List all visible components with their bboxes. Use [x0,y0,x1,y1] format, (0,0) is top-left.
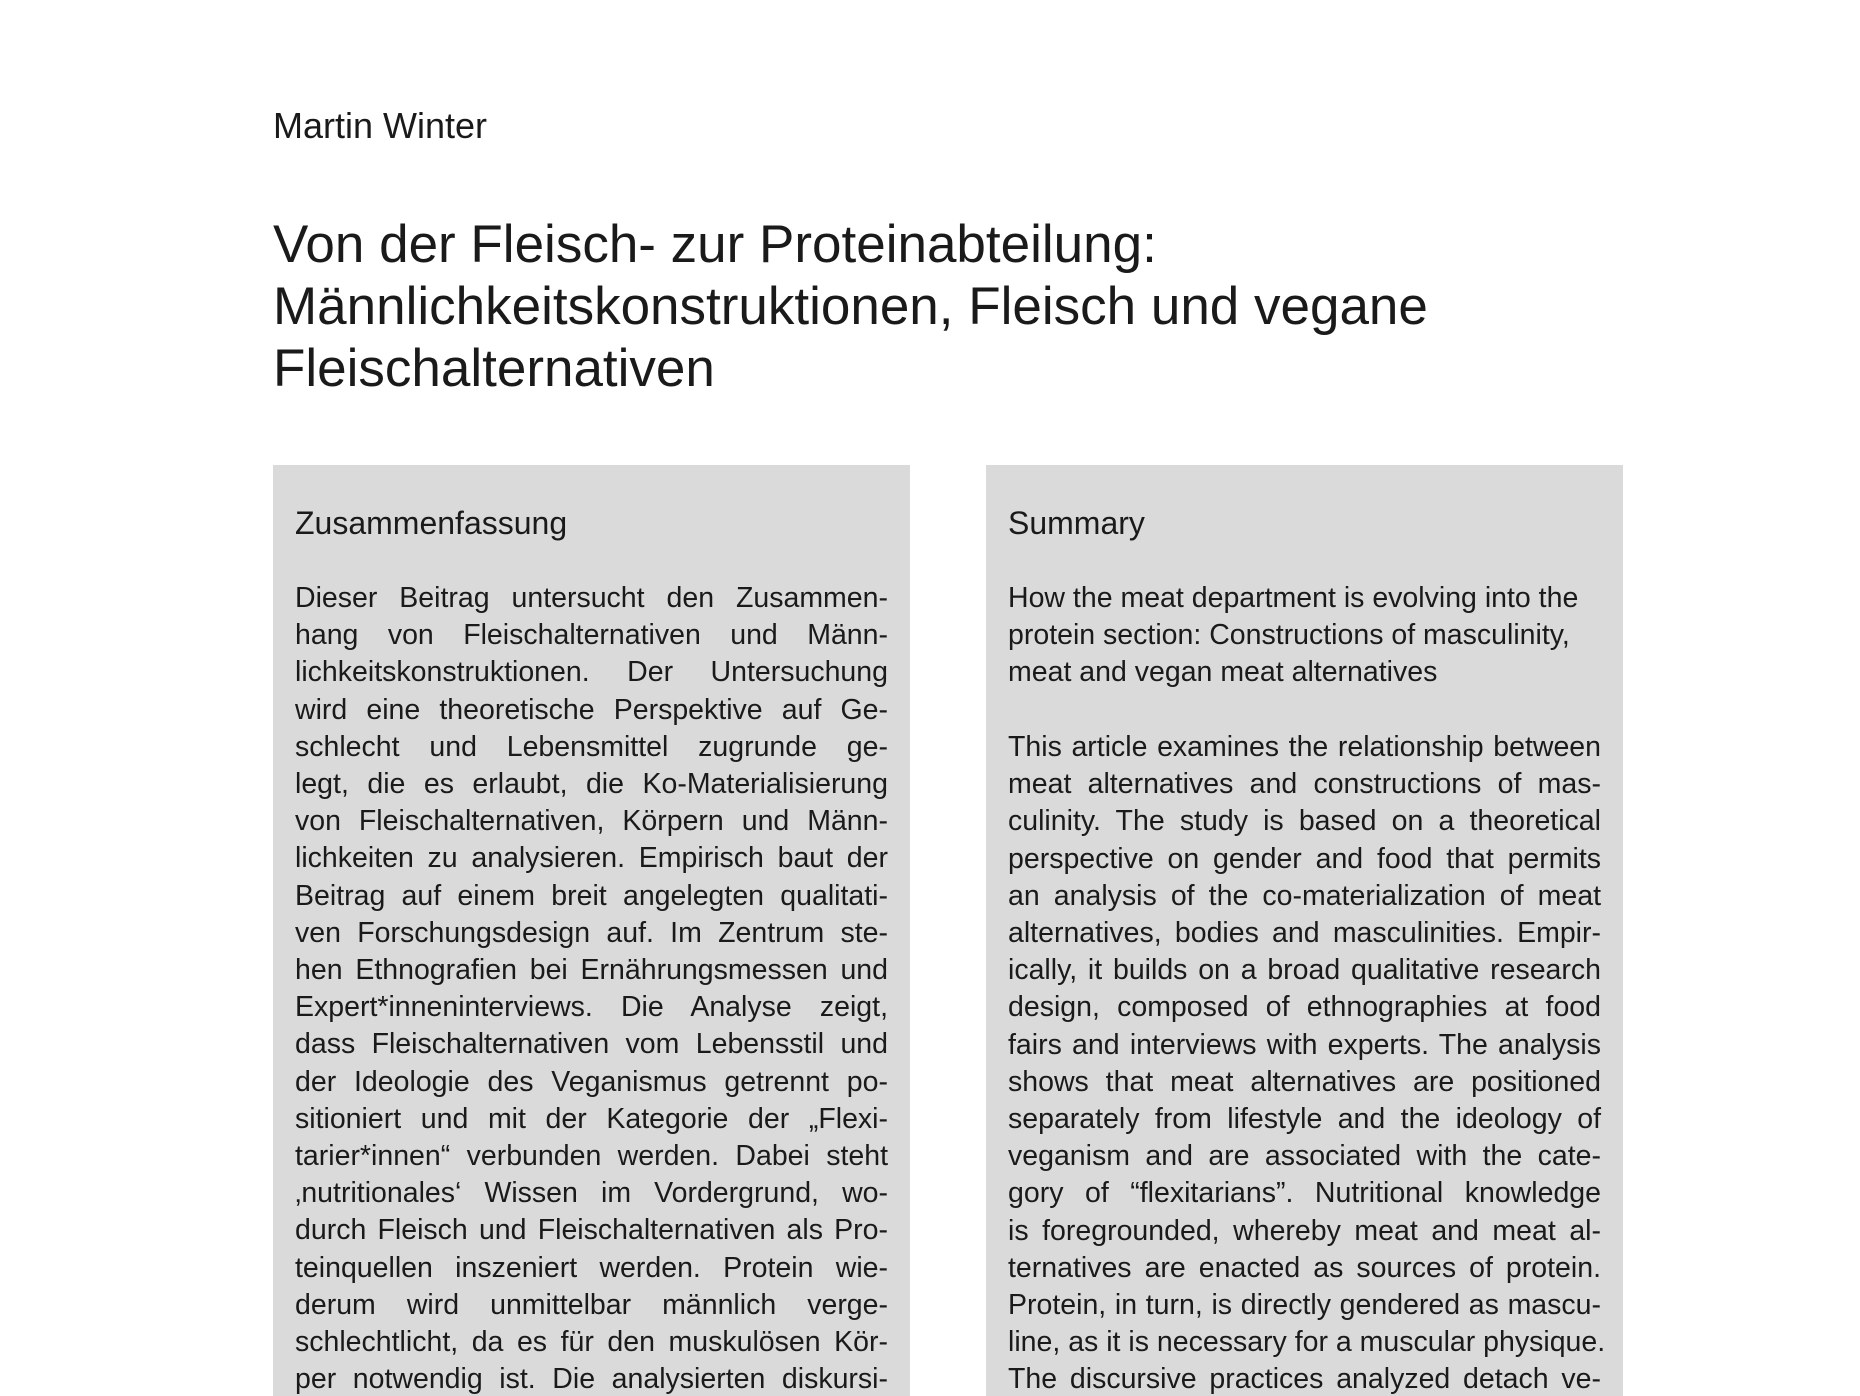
abstract-english-heading: Summary [1008,505,1145,541]
text-line: Protein, in turn, is directly gendered as mascu- [1008,1289,1601,1322]
abstract-german-text [295,580,888,1396]
title-line: Von der Fleisch- zur Proteinabteilung: [273,215,1157,274]
text-line: perspective on gender and food that permits [1008,842,1601,875]
text-line: teinquellen inszeniert werden. Protein wie- [295,1251,888,1284]
subtitle-line: How the meat department is evolving into the [1008,582,1579,614]
text-line: tarier*innen“ verbunden werden. Dabei steht [295,1140,888,1173]
text-line: ically, it builds on a broad qualitative research [1008,954,1601,987]
text-line: per notwendig ist. Die analysierten diskursi- [295,1363,888,1396]
text-line: This article examines the relationship between [1008,731,1601,763]
text-line: design, composed of ethnographies at food [1008,991,1601,1024]
abstract-german-box [273,465,910,1396]
text-line: hang von Fleischalternativen und Männ- [295,619,888,652]
english-title-translation [1008,580,1601,692]
text-line: fairs and interviews with experts. The analysis [1008,1028,1601,1061]
text-line: Expert*inneninterviews. Die Analyse zeigt, [295,991,888,1024]
text-line: culinity. The study is based on a theoretical [1008,805,1601,838]
text-line: von Fleischalternativen, Körpern und Männ- [295,805,888,838]
text-line: separately from lifestyle and the ideology of [1008,1103,1601,1136]
text-line: Dieser Beitrag untersucht den Zusammen- [295,582,888,614]
text-line: schlecht und Lebensmittel zugrunde ge- [295,730,888,763]
text-line: hen Ethnografien bei Ernährungsmessen und [295,954,888,987]
abstract-english-box [986,465,1623,1396]
abstract-german-heading: Zusammenfassung [295,505,568,541]
title-line: Fleischalternativen [273,339,715,398]
text-line: alternatives, bodies and masculinities. Empir- [1008,917,1601,950]
text-line: line, as it is necessary for a muscular physique. [1008,1326,1606,1359]
text-line: an analysis of the co-materialization of meat [1008,879,1601,912]
text-line: derum wird unmittelbar männlich verge- [295,1288,888,1321]
text-line: meat alternatives and constructions of mas- [1008,768,1601,801]
text-line: gory of “flexitarians”. Nutritional knowledge [1008,1177,1601,1210]
text-line: ternatives are enacted as sources of protein. [1008,1251,1601,1284]
text-line: wird eine theoretische Perspektive auf Ge- [295,693,888,726]
title-line: Männlichkeitskonstruktionen, Fleisch und vegane [273,277,1428,336]
text-line: der Ideologie des Veganismus getrennt po- [295,1065,888,1098]
text-line: lichkeitskonstruktionen. Der Untersuchung [295,656,888,689]
text-line: ven Forschungsdesign auf. Im Zentrum ste- [295,916,888,949]
text-line: The discursive practices analyzed detach ve- [1008,1363,1601,1396]
author-name: Martin Winter [273,105,488,146]
text-line: sitioniert und mit der Kategorie der „Flexi- [295,1102,888,1135]
abstract-english-text [1008,729,1606,1396]
text-line: lichkeiten zu analysieren. Empirisch baut der [295,842,888,875]
text-line: is foregrounded, whereby meat and meat al- [1008,1214,1601,1247]
subtitle-line: meat and vegan meat alternatives [1008,656,1438,689]
text-line: durch Fleisch und Fleischalternativen als Pro- [295,1214,888,1247]
article-title [273,214,1673,400]
text-line: shows that meat alternatives are positioned [1008,1065,1601,1098]
text-line: dass Fleischalternativen vom Lebensstil und [295,1028,888,1061]
text-line: schlechtlicht, da es für den muskulösen Kör- [295,1326,888,1359]
text-line: legt, die es erlaubt, die Ko-Materialisierung [295,768,888,801]
text-line: Beitrag auf einem breit angelegten qualitati- [295,879,888,912]
text-line: veganism and are associated with the cate- [1008,1140,1601,1173]
text-line: ‚nutritionales‘ Wissen im Vordergrund, wo- [295,1177,888,1210]
subtitle-line: protein section: Constructions of masculinity, [1008,619,1570,652]
